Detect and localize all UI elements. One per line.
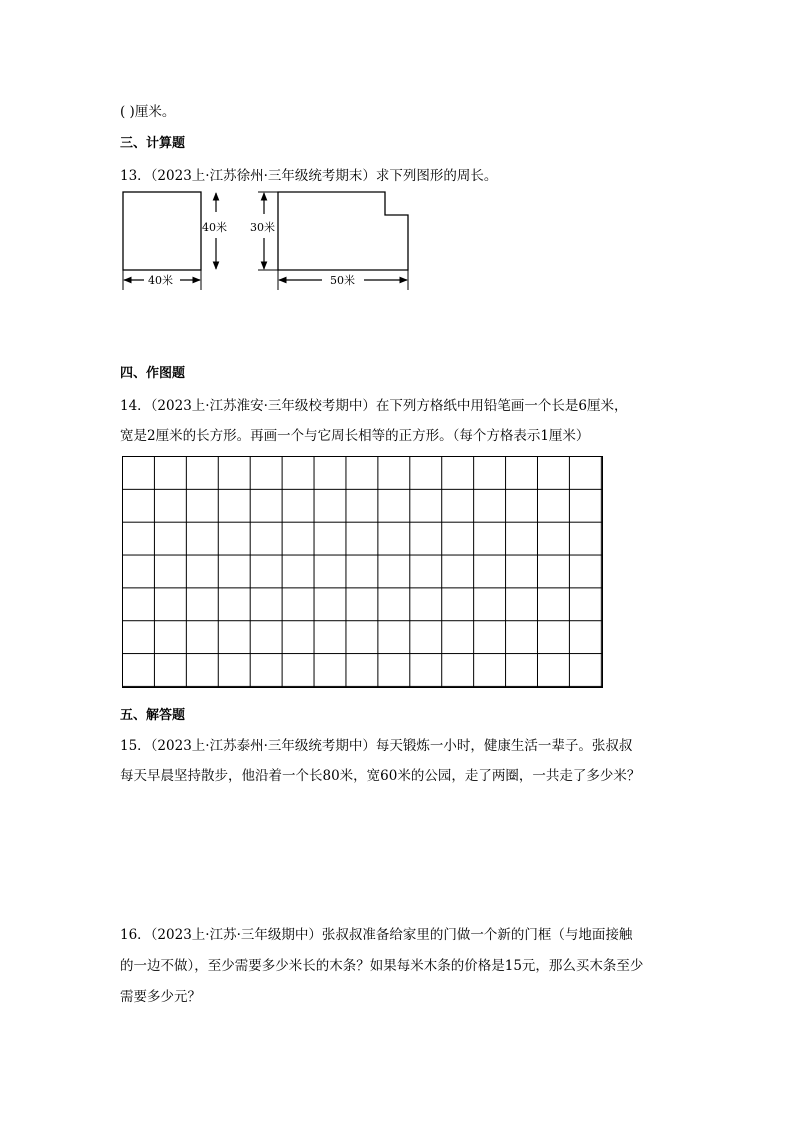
square-height-label: 40米 (202, 221, 227, 234)
question-15-line-2: 每天早晨坚持散步，他沿着一个长80米，宽60米的公园，走了两圈，一共走了多少米？ (120, 768, 641, 784)
grid-paper[interactable] (122, 456, 603, 688)
question-15-line-1: 15．（2023上·江苏泰州·三年级统考期中）每天锻炼一小时，健康生活一辈子。张叔叔 (120, 738, 633, 754)
section-title-drawing: 四、作图题 (120, 366, 186, 381)
question-14-line-1: 14．（2023上·江苏淮安·三年级校考期中）在下列方格纸中用铅笔画一个长是6厘米， (120, 398, 628, 414)
previous-answer-blank: ( )厘米。 (120, 104, 176, 120)
notched-shape (278, 192, 408, 270)
square-shape (123, 192, 201, 270)
shape-width-label: 50米 (330, 274, 355, 287)
section-title-answer: 五、解答题 (120, 708, 186, 723)
shape-height-label: 30米 (250, 221, 275, 234)
question-16-line-3: 需要多少元？ (120, 989, 201, 1005)
question-16-line-1: 16．（2023上·江苏·三年级期中）张叔叔准备给家里的门做一个新的门框（与地面接触 (120, 927, 633, 943)
question-16-line-2: 的一边不做），至少需要多少米长的木条？如果每米木条的价格是15元，那么买木条至少 (120, 958, 644, 974)
square-width-label: 40米 (148, 274, 173, 287)
section-title-calculation: 三、计算题 (120, 136, 186, 151)
question-13-figure (112, 186, 422, 296)
question-14-line-2: 宽是2厘米的长方形。再画一个与它周长相等的正方形。（每个方格表示1厘米） (120, 428, 590, 444)
question-13-text: 13．（2023上·江苏徐州·三年级统考期末）求下列图形的周长。 (120, 168, 498, 184)
